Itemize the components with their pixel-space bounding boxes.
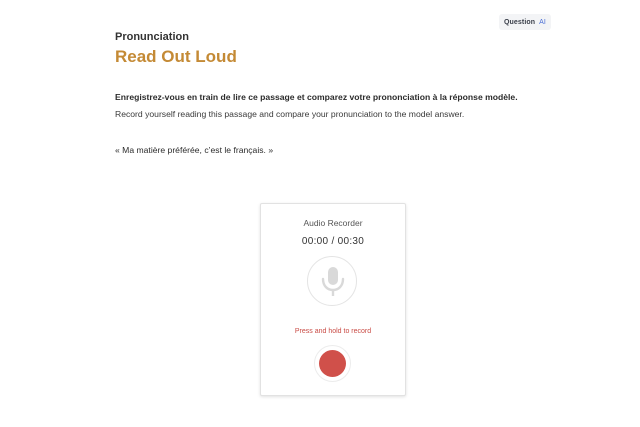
instruction-english: Record yourself reading this passage and compare your pronunciation to the model answer. [115,109,465,119]
recorder-title: Audio Recorder [303,218,363,228]
recorder-timer: 00:00 / 00:30 [301,236,365,247]
record-hint: Press and hold to record [294,328,372,335]
microphone-icon-glyph [320,266,346,298]
question-badge-label: Question [504,18,536,26]
record-icon [319,350,346,377]
audio-recorder-card [260,203,406,396]
question-ai-badge[interactable] [499,14,551,30]
exercise-title: Read Out Loud [115,47,237,66]
instruction-french: Enregistrez-vous en train de lire ce passage et comparez votre prononciation à la réponse modèle. [115,92,518,102]
section-label: Pronunciation [115,31,189,43]
record-button[interactable] [314,345,351,382]
passage-text: « Ma matière préférée, c’est le français. » [115,145,274,155]
microphone-icon [307,256,357,306]
exercise-content [115,30,535,156]
ai-badge-label: AI [539,18,546,26]
